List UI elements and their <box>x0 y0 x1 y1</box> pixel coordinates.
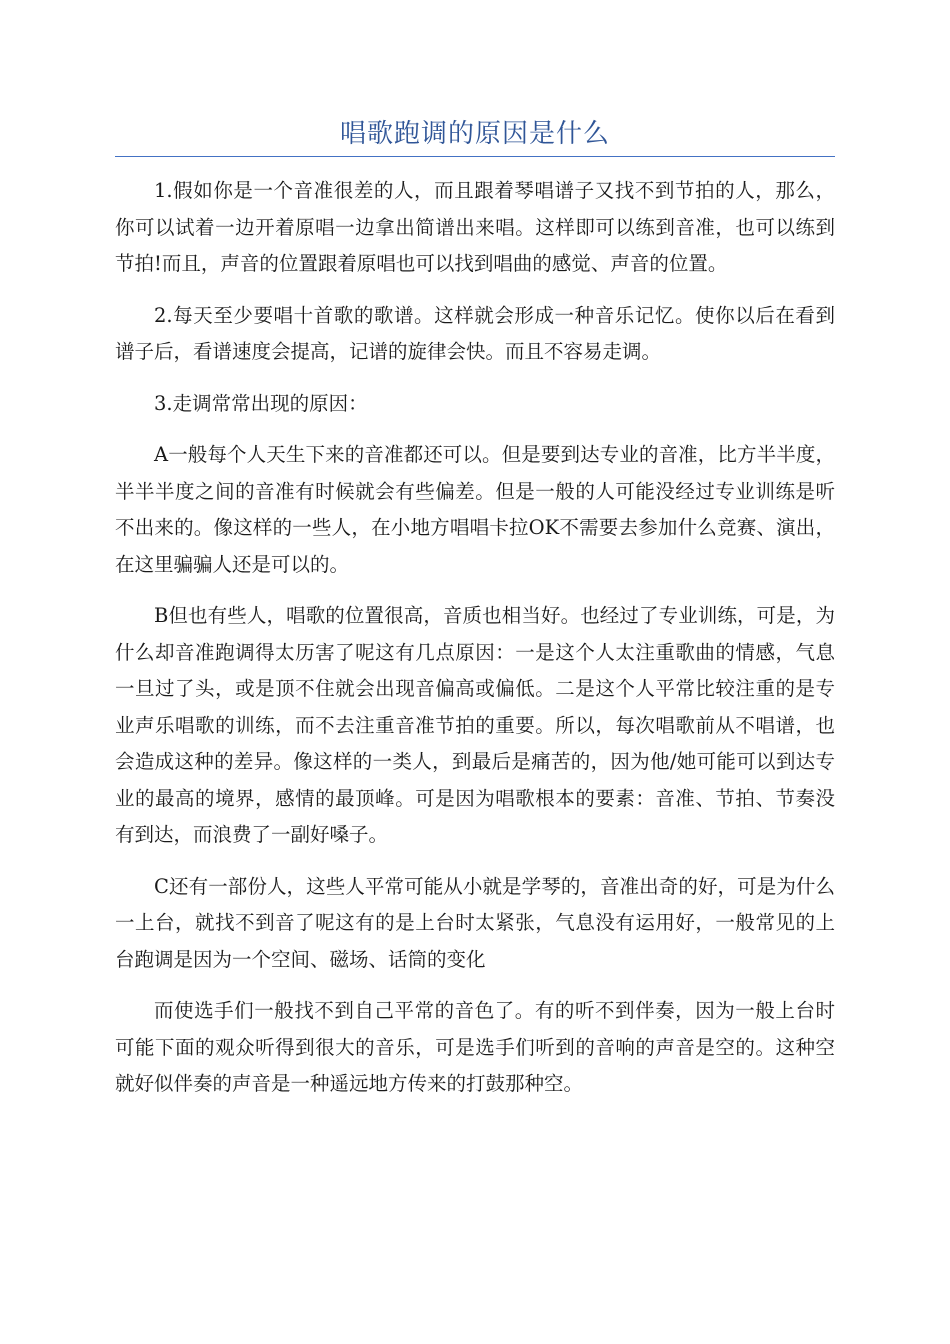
paragraph-3: 3.走调常常出现的原因： <box>154 391 368 415</box>
paragraph-1: 1.假如你是一个音准很差的人，而且跟着琴唱谱子又找不到节拍的人，那么，你可以试着一边开着原唱一边拿出简谱出来唱。这样即可以练到音准，也可以练到节拍!而且，声音的位置跟着原唱也可以找到唱曲的感觉、声音的位置。 <box>115 179 835 275</box>
title-block <box>115 112 835 157</box>
paragraph-b: B但也有些人，唱歌的位置很高，音质也相当好。也经过了专业训练，可是，为什么却音准跑调得太历害了呢这有几点原因：一是这个人太注重歌曲的情感，气息一旦过了头，或是顶不住就会出现音偏高或偏低。二是这个人平常比较注重的是专业声乐唱歌的训练，而不去注重音准节拍的重要。所以，每次唱歌前从不唱谱，也会造成这种的差异。像这样的一类人，到最后是痛苦的，因为他/她可能可以到达专业的最高的境界，感情的最顶峰。可是因为唱歌根本的要素：音准、节拍、节奏没有到达，而浪费了一副好嗓子。 <box>115 604 835 846</box>
paragraph-a: A一般每个人天生下来的音准都还可以。但是要到达专业的音准，比方半半度，半半半度之间的音准有时候就会有些偏差。但是一般的人可能没经过专业训练是听不出来的。像这样的一些人，在小地方唱唱卡拉OK不需要去参加什么竞赛、演出，在这里骗骗人还是可以的。 <box>115 443 835 576</box>
document-body <box>115 173 835 1118</box>
paragraph-c: C还有一部份人，这些人平常可能从小就是学琴的，音准出奇的好，可是为什么一上台，就找不到音了呢这有的是上台时太紧张，气息没有运用好，一般常见的上台跑调是因为一个空间、磁场、话筒的变化 <box>115 874 835 971</box>
document-title: 唱歌跑调的原因是什么 <box>339 119 610 149</box>
paragraph-2: 2.每天至少要唱十首歌的歌谱。这样就会形成一种音乐记忆。使你以后在看到谱子后，看谱速度会提高，记谱的旋律会快。而且不容易走调。 <box>115 303 835 363</box>
paragraph-c-continued: 而使选手们一般找不到自己平常的音色了。有的听不到伴奏，因为一般上台时可能下面的观众听得到很大的音乐，可是选手们听到的音响的声音是空的。这种空就好似伴奏的声音是一种遥远地方传来的打鼓那种空。 <box>115 999 835 1095</box>
